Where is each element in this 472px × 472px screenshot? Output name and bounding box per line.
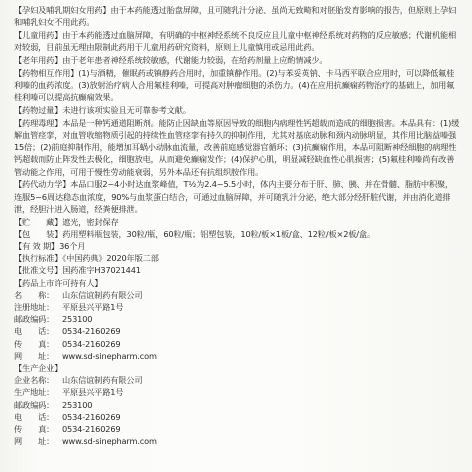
holder-website-label: 网 址： [14,350,55,361]
holder-postcode-label: 邮政编码： [14,314,55,325]
holder-address-value: 平原县兴平路1号 [62,302,124,313]
license-holder-details [14,289,460,362]
manufacturer-phone-row [14,411,460,423]
manufacturer-address-label: 生产地址： [14,387,55,398]
section-drug-interactions: 【药物相互作用】(1)与酒精，催眠药或镇静药合用时，加重镇静作用。(2)与苯妥英钠、卡马西平联合应用时，可以降低氟桂利嗪的血药浓度。(3)放射治疗病人合用氟桂利嗪，可提高对肿瘤细胞的杀伤力。(4)在应用抗癫痫药物治疗的基础上，加用氟桂利嗪可以提高抗癫痫效果。 [14,67,455,103]
field-shelf-life: 【有 效 期】36个月 [14,241,86,252]
field-storage: 【贮 藏】遮光，密封保存 [14,216,119,227]
manufacturer-name-value: 山东信谊制药有限公司 [62,375,143,386]
section-pharmacology-toxicology: 【药理毒理】本品是一种钙通道阻断剂。能防止因缺血等原因导致的细胞内病理性钙超载而造成的细胞损害。本品具有：(1)缓解血管痉挛，对血管收缩物质引起的持续性血管痉挛有持久的抑制作用，尤其对基底动脉和颈内动脉明显，其作用比脑益嗪强15倍；(2)前庭抑制作用，能增加耳蜗小动脉血流量，改善前庭感觉器官循环；(3)抗癫痫作用，本品可阻断神经细胞的病理性钙超载而防止阵发性去极化，细胞放电，从而避免癫痫发作；(4)保护心肌，明显减轻缺血性心肌损害；(5)氟桂利嗪尚有改善管动能之作用，可用于慢性劳动能衰弱，另外本品还有抗组织胺作用。 [14,117,460,177]
field-manufacturer: 【生产企业】 [14,363,63,374]
field-approval-number: 【批准文号】国药准字H37021441 [14,265,141,276]
manufacturer-website-label: 网 址： [14,436,55,447]
holder-name-value: 山东信谊制药有限公司 [62,289,143,300]
manufacturer-fax-row [14,423,460,435]
manufacturer-phone-value: 0534-2160269 [62,411,121,422]
manufacturer-postcode-label: 邮政编码： [14,399,55,410]
holder-postcode-value: 253100 [62,314,93,325]
section-pregnancy-lactation: 【孕妇及哺乳期妇女用药】由于本药能透过胎盘屏障，且可随乳汁分泌、虽尚无致畸和对胚胎发育影响的报告，但原则上孕妇和哺乳妇女不用此药。 [14,5,457,28]
holder-name-label: 名 称： [14,289,55,300]
holder-website-value: www.sd-sinepharm.com [62,350,157,361]
section-pediatric-use: 【儿童用药】由于本药能透过血脑屏障，有明确的中枢神经系统不良反应且儿童中枢神经系统对药物的反应敏感；代谢机能相对较弱，目前虽无理由限制此药用于儿童用药研究资料，原则上儿童慎用或忌用此药。 [14,30,457,53]
section-overdose: 【药物过量】未进行该项实验且无可靠参考文献。 [14,105,191,115]
holder-phone-row [14,325,460,337]
manufacturer-postcode-value: 253100 [62,399,93,410]
field-license-holder: 【药品上市许可持有人】 [14,277,103,288]
holder-website-row [14,350,460,362]
manufacturer-fax-label: 传 真： [14,424,55,435]
manufacturer-name-row [14,374,460,386]
holder-address-row [14,301,460,313]
manufacturer-details [14,374,460,447]
holder-fax-row [14,338,460,350]
manufacturer-postcode-row [14,399,460,411]
package-insert-text [14,4,460,447]
holder-fax-label: 传 真： [14,338,55,349]
section-pharmacokinetics: 【药代动力学】本品口服2~4小时达血浆峰值，T½为2.4~5.5小时，体内主要分布于肝、肺、胰、并在骨髓、脂肪中积聚，连服5~6周达稳态血浓度，90%与血浆蛋白结合，可通过血脑屏障，并可随乳汁分泌，绝大部分经肝脏代谢，并由消化道排泄，经胆汁进入肠道，经粪便排泄。 [14,179,454,214]
holder-postcode-row [14,313,460,325]
field-packaging: 【包 装】药用塑料瓶包装，30粒/瓶，60粒/瓶；铝塑包装，10粒/板×1板/盒、12粒/板×2板/盒。 [14,228,375,239]
manufacturer-phone-label: 电 话： [14,411,55,422]
manufacturer-fax-value: 0534-2160269 [62,424,121,435]
holder-address-label: 注册地址： [14,302,55,313]
holder-phone-value: 0534-2160269 [62,326,121,337]
holder-fax-value: 0534-2160269 [62,338,121,349]
holder-name-row [14,289,460,301]
section-geriatric-use: 【老年用药】由于老年患者神经系统较敏感，代谢能力较弱，在给药剂量上应酌情减少。 [14,55,328,65]
manufacturer-address-row [14,386,460,398]
manufacturer-name-label: 企业名称： [14,375,55,386]
field-standard: 【执行标准】《中国药典》2020年版二部 [14,253,159,264]
manufacturer-address-value: 平原县兴平路1号 [62,387,124,398]
manufacturer-website-row [14,435,460,447]
manufacturer-website-value: www.sd-sinepharm.com [62,436,157,447]
holder-phone-label: 电 话： [14,326,55,337]
